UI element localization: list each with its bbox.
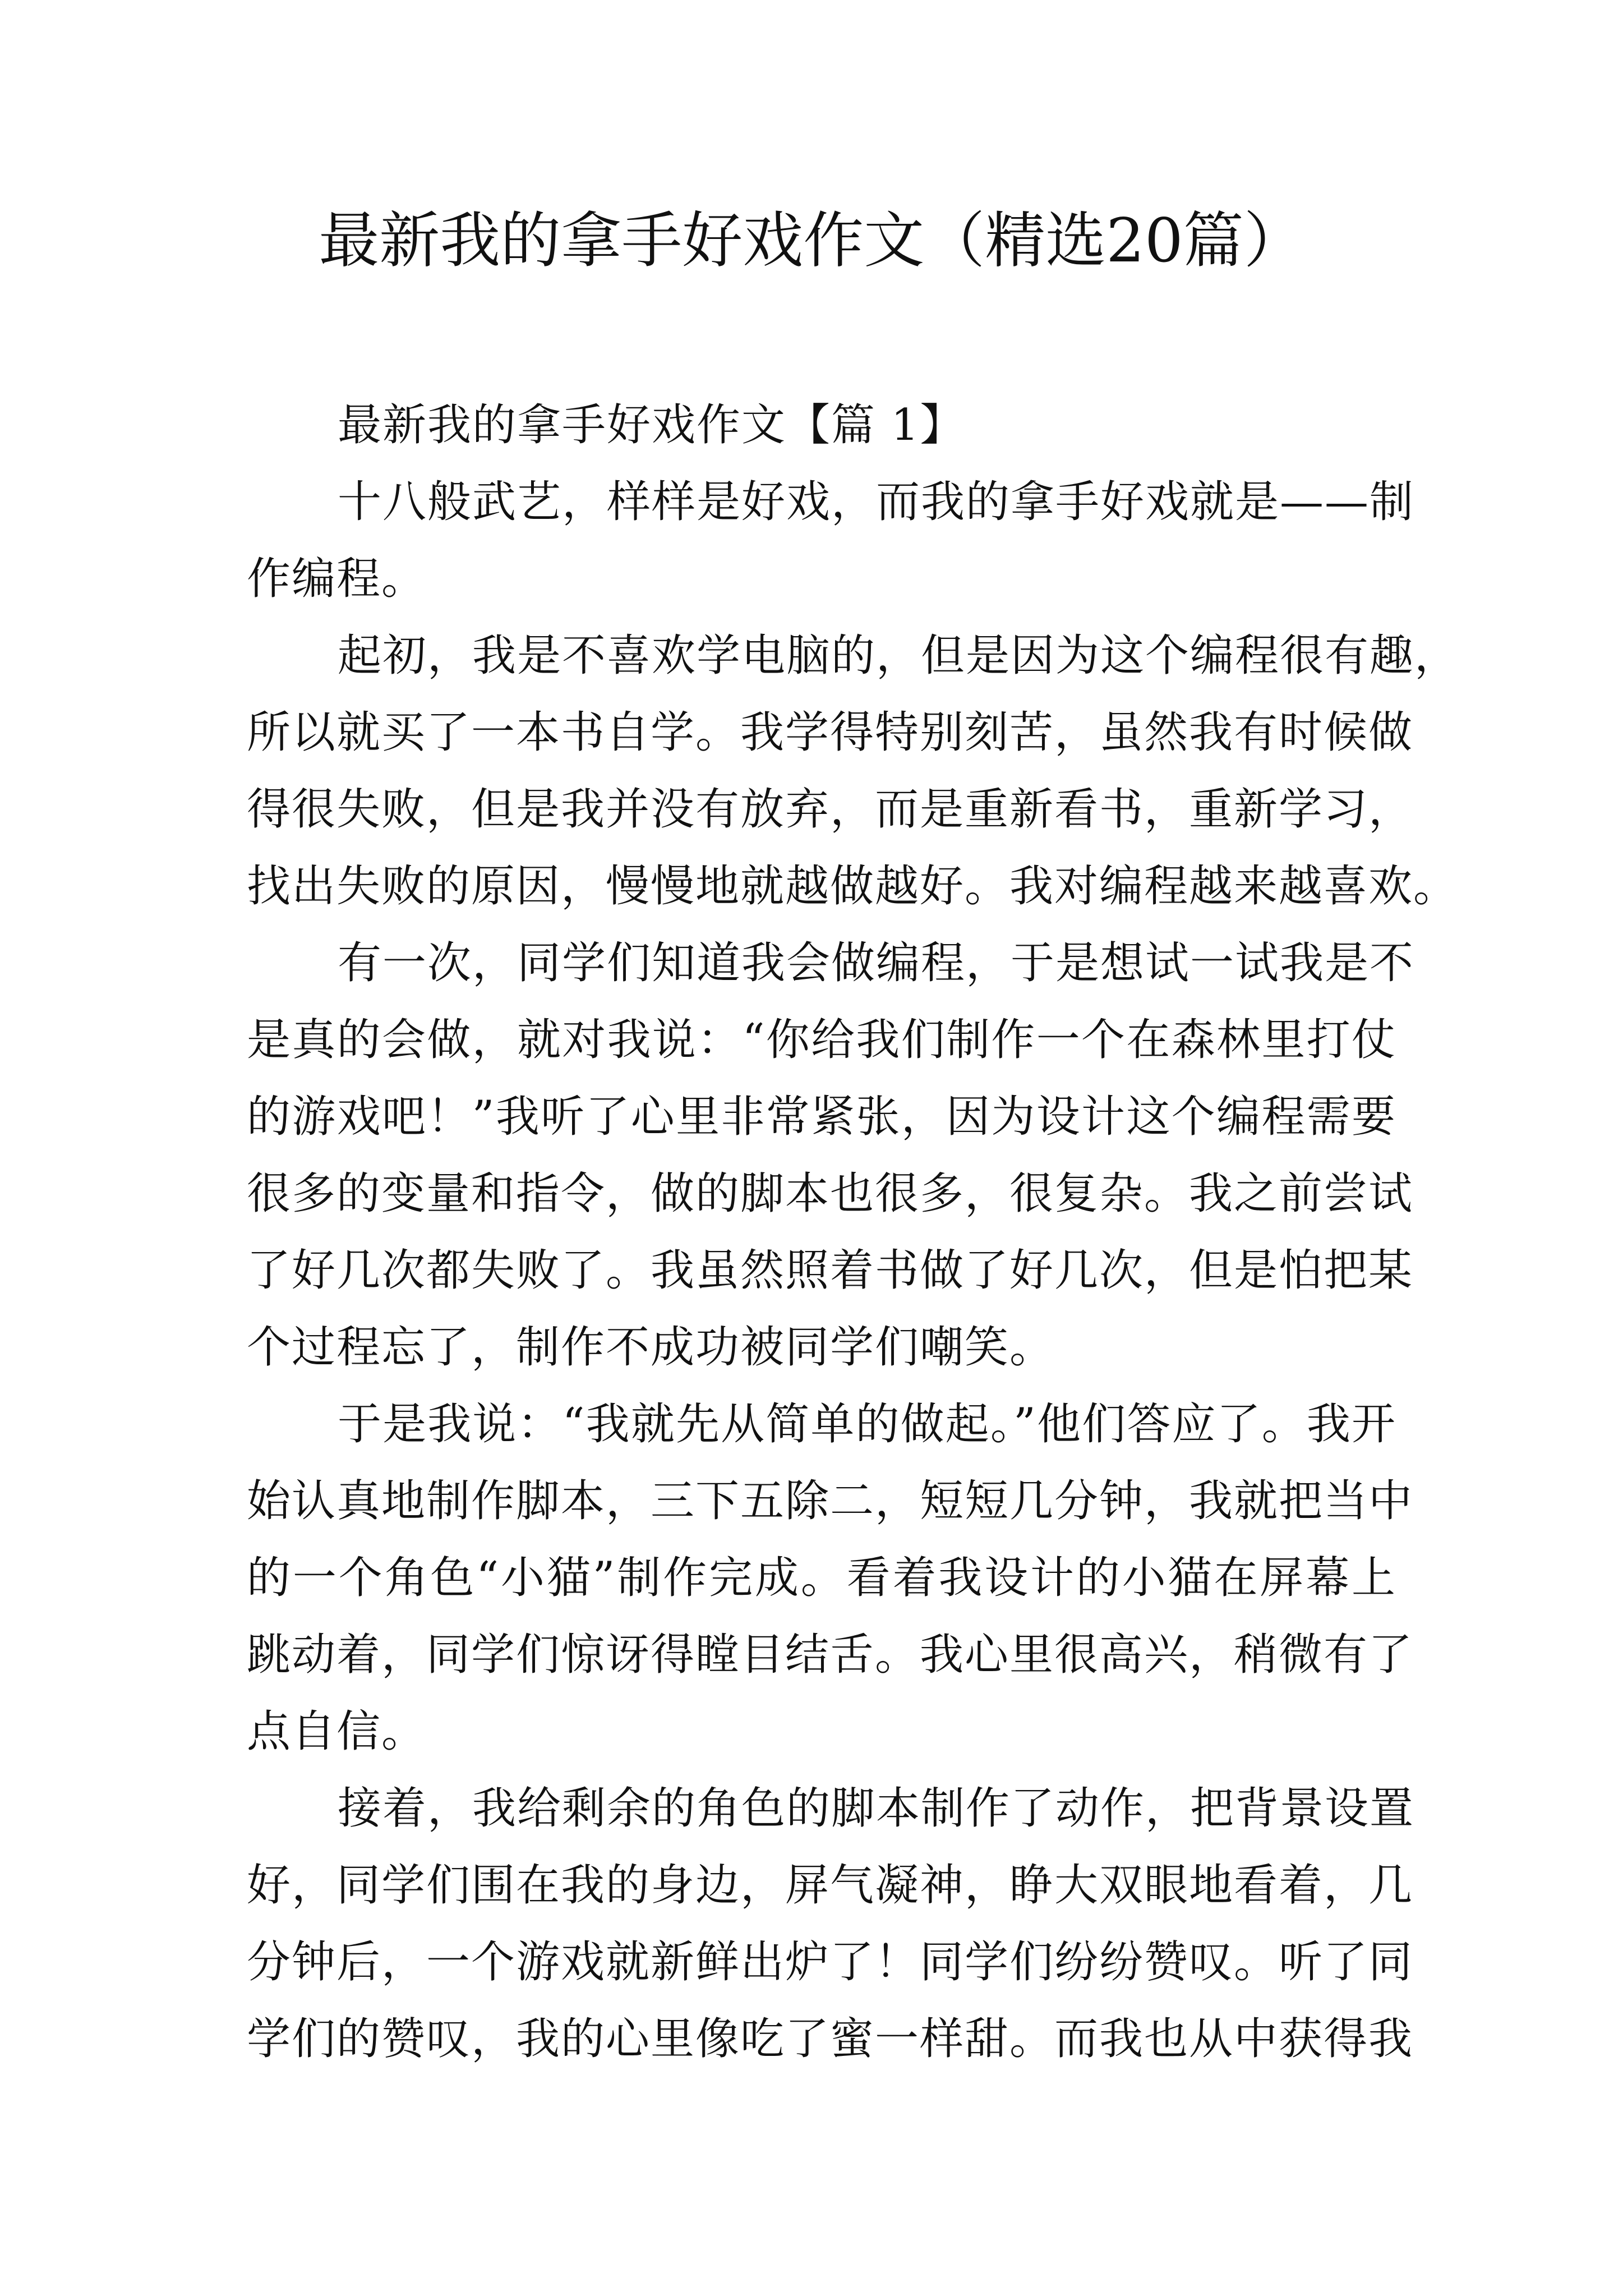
paragraph-line: 得很失败，但是我并没有放弃，而是重新看书，重新学习，: [247, 784, 1414, 835]
paragraph-line: 好，同学们围在我的身边，屏气凝神，睁大双眼地看着，几: [247, 1860, 1414, 1911]
paragraph-line: 接着，我给剩余的角色的脚本制作了动作，把背景设置: [338, 1783, 1415, 1834]
paragraph-line: 十八般武艺，样样是好戏，而我的拿手好戏就是——制: [338, 477, 1415, 527]
section-heading: 最新我的拿手好戏作文【篇 1】: [338, 400, 965, 450]
paragraph: [247, 1386, 1414, 1770]
paragraph-line: 于是我说：“我就先从简单的做起。”他们答应了。我开: [338, 1399, 1396, 1450]
paragraph-line: 很多的变量和指令，做的脚本也很多，很复杂。我之前尝试: [247, 1168, 1414, 1219]
paragraph: [247, 925, 1415, 1386]
paragraph-line: 学们的赞叹，我的心里像吃了蜜一样甜。而我也从中获得我: [247, 2014, 1414, 2064]
paragraph-line: 作编程。: [247, 554, 427, 604]
paragraph-line: 是真的会做，就对我说：“你给我们制作一个在森林里打仗: [247, 1015, 1396, 1065]
paragraph-line: 的游戏吧！”我听了心里非常紧张，因为设计这个编程需要: [247, 1092, 1396, 1142]
paragraph-line: 了好几次都失败了。我虽然照着书做了好几次，但是怕把某: [247, 1245, 1414, 1296]
paragraph: [247, 1770, 1415, 2078]
paragraph-line: 有一次，同学们知道我会做编程，于是想试一试我是不: [338, 938, 1415, 988]
paragraph-line: 的一个角色“小猫”制作完成。看着我设计的小猫在屏幕上: [247, 1553, 1396, 1603]
document-body: [247, 387, 1460, 2078]
paragraph-line: 点自信。: [247, 1706, 427, 1757]
paragraph-line: 分钟后，一个游戏就新鲜出炉了！同学们纷纷赞叹。听了同: [247, 1937, 1414, 1987]
paragraph-line: 起初，我是不喜欢学电脑的，但是因为这个编程很有趣，: [338, 631, 1460, 681]
paragraph: [247, 464, 1415, 618]
paragraph-line: 所以就买了一本书自学。我学得特别刻苦，虽然我有时候做: [247, 707, 1414, 758]
paragraph: [247, 618, 1460, 925]
paragraph-line: 找出失败的原因，慢慢地就越做越好。我对编程越来越喜欢。: [247, 861, 1459, 912]
paragraph-line: 始认真地制作脚本，三下五除二，短短几分钟，我就把当中: [247, 1476, 1414, 1526]
paragraph-line: 个过程忘了，制作不成功被同学们嘲笑。: [247, 1322, 1055, 1373]
document-title: 最新我的拿手好戏作文（精选20篇）: [319, 206, 1304, 276]
paragraph-line: 跳动着，同学们惊讶得瞠目结舌。我心里很高兴，稍微有了: [247, 1630, 1414, 1680]
